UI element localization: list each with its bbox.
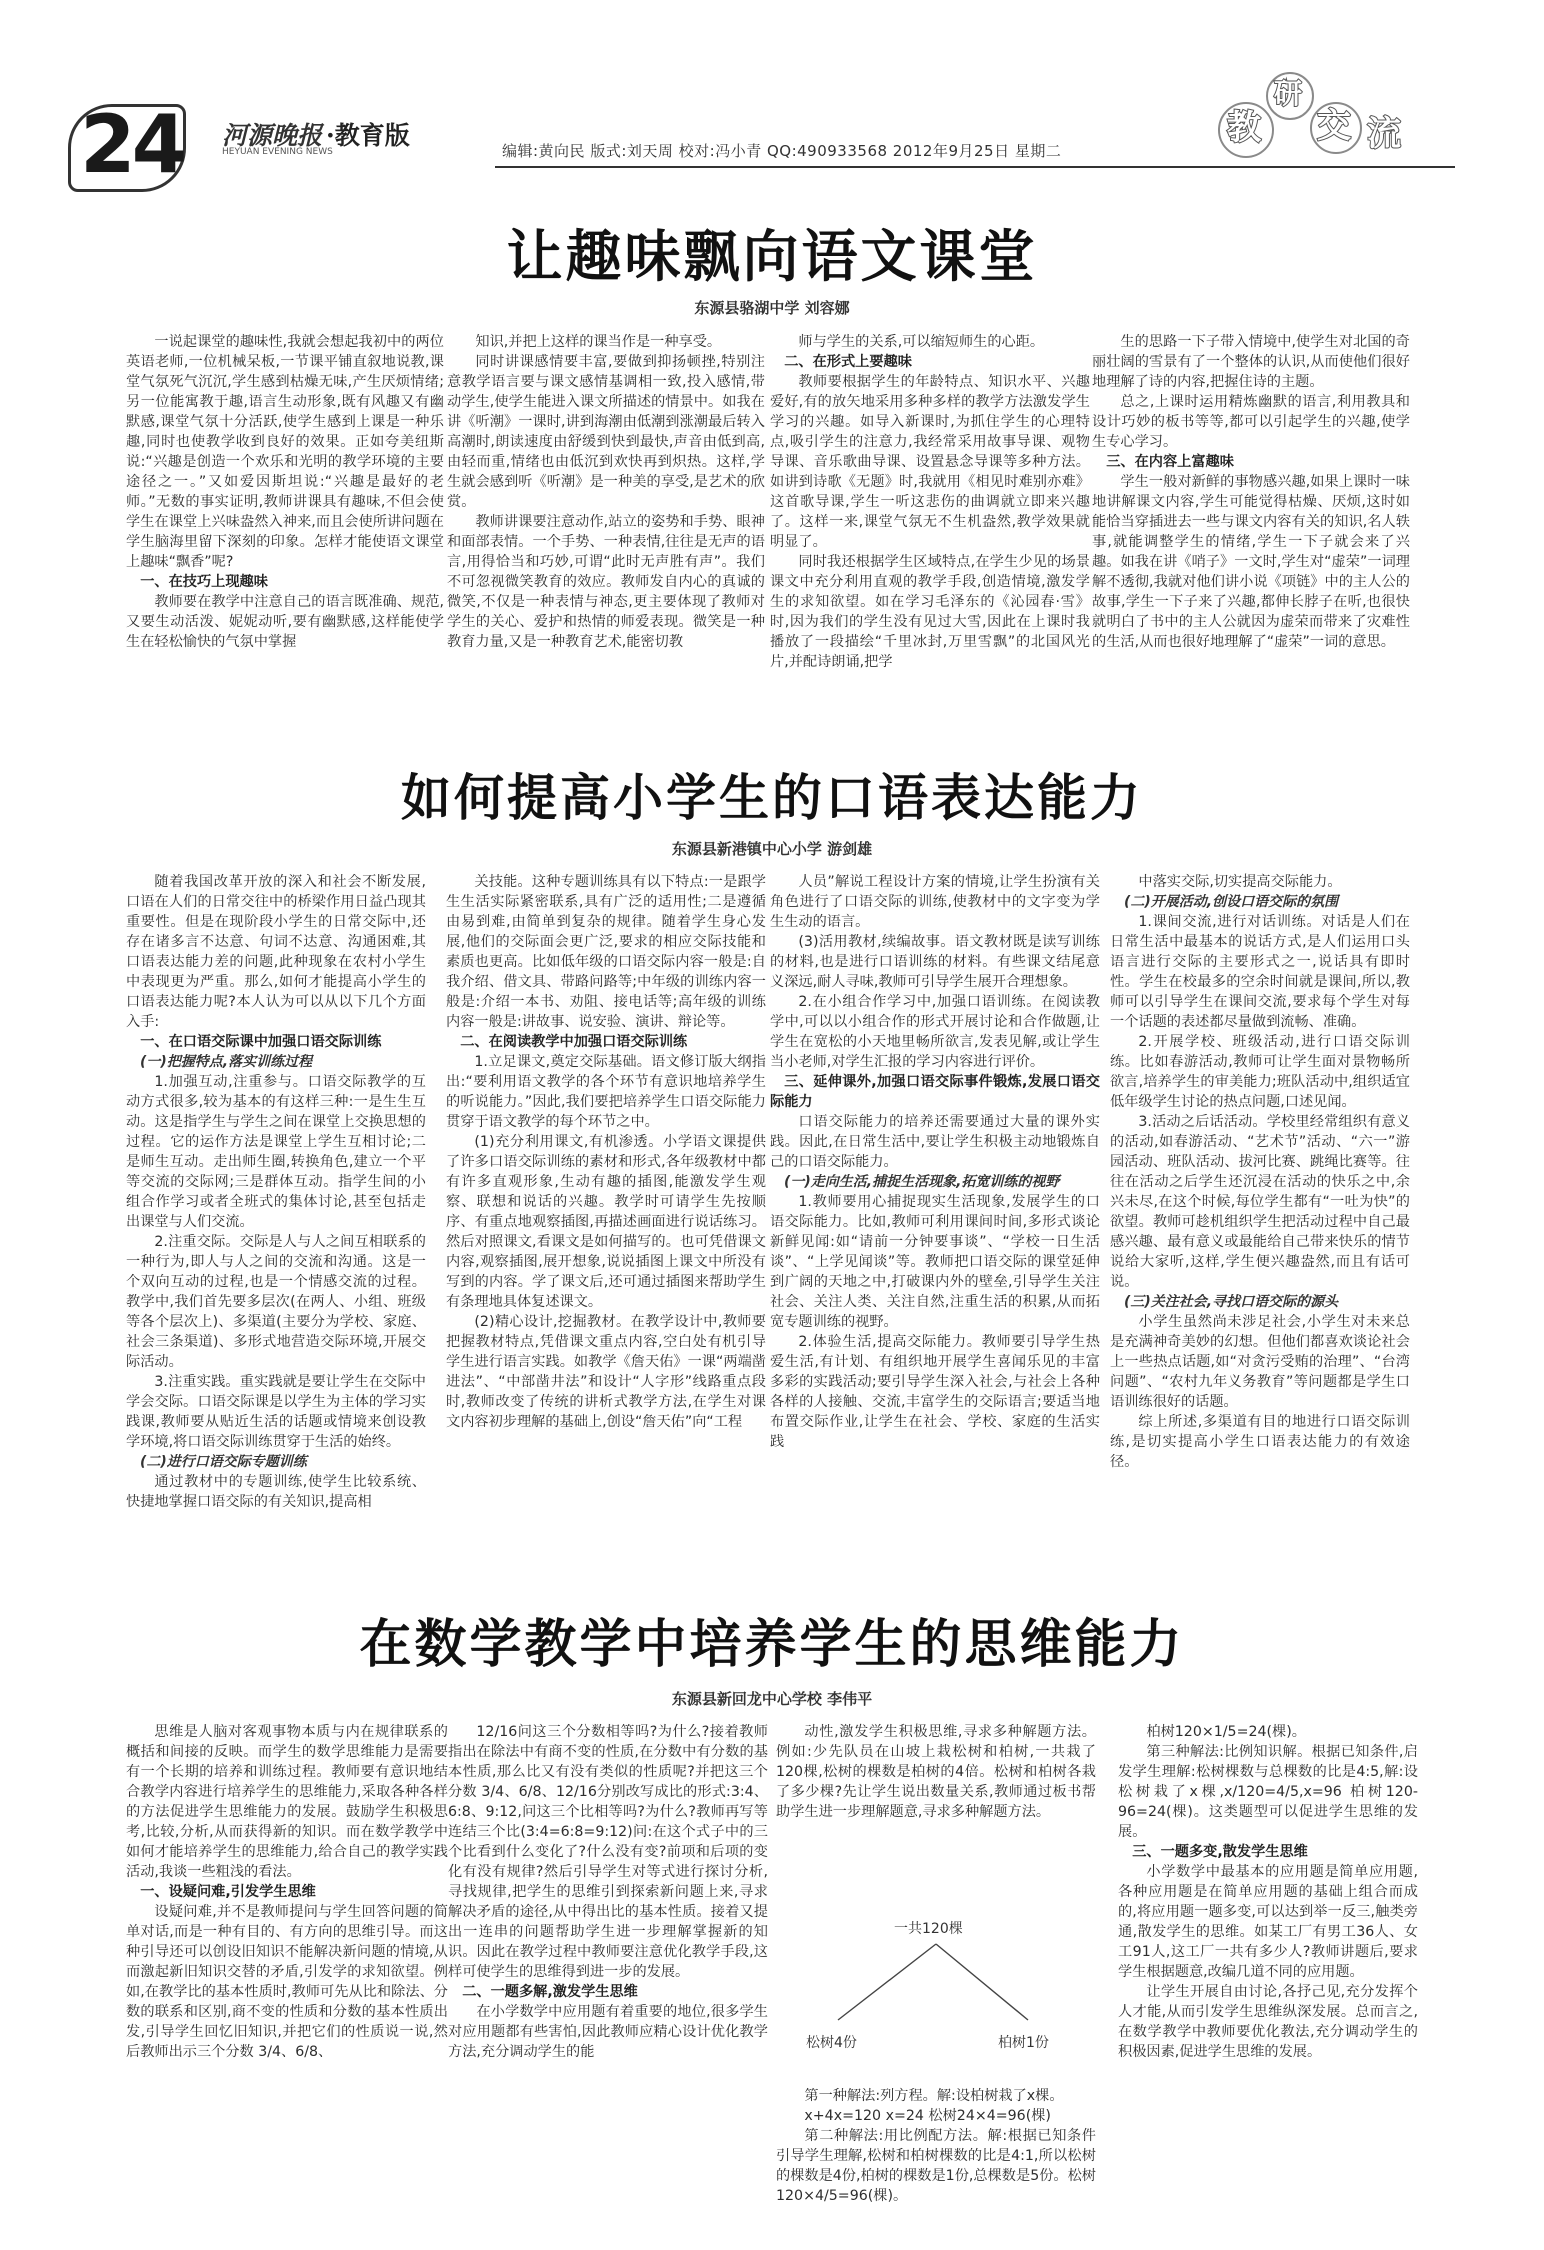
section-heading: 三、在内容上富趣味 [1106, 454, 1234, 470]
subsection-heading: (二)开展活动,创设口语交际的氛围 [1124, 894, 1339, 910]
paragraph: 动性,激发学生积极思维,寻求多种解题方法。例如:少先队员在山坡上栽松树和柏树,一共栽了120棵,松树的棵数是柏树的4倍。松树和柏树各栽了多少棵?先让学生说出数量关系,教师通过板书帮助学生进一步理解题意,寻求多种解题方法。 [776, 1724, 1096, 1820]
paper-name: 河源晚报 [222, 121, 323, 150]
subsection-heading: (三)关注社会,寻找口语交际的源头 [1124, 1294, 1339, 1310]
section-heading: 三、延伸课外,加强口语交际事件锻炼,发展口语交际能力 [770, 1074, 1100, 1110]
article-column [770, 872, 1100, 1578]
article-title: 在数学教学中培养学生的思维能力 [359, 1615, 1185, 1675]
article-column [1092, 332, 1410, 748]
article-title: 让趣味飘向语文课堂 [506, 225, 1038, 290]
header-rule [495, 166, 1455, 168]
paragraph: 2.在小组合作学习中,加强口语训练。在阅读教学中,可以以小组合作的形式开展讨论和合作做题,让学生在宽松的小天地里畅所欲言,发表见解,或让学生当小老师,对学生汇报的学习内容进行评价。 [770, 994, 1100, 1070]
paragraph: 师与学生的关系,可以缩短师生的心距。 [798, 334, 1045, 350]
paragraph: 通过教材中的专题训练,使学生比较系统、快捷地掌握口语交际的有关知识,提高相 [126, 1474, 426, 1510]
column-title-char: 流 [1367, 114, 1401, 154]
article-column [126, 332, 444, 748]
paper-english-name: HEYUAN EVENING NEWS [222, 147, 333, 157]
article-title: 如何提高小学生的口语表达能力 [401, 769, 1143, 827]
paragraph: (3)活用教材,续编故事。语文教材既是读写训练的材料,也是进行口语训练的材料。有些课文结尾意义深远,耐人寻味,教师可引导学生展开合理想象。 [770, 934, 1100, 990]
article-column [776, 2086, 1096, 2226]
paragraph: 教师讲课要注意动作,站立的姿势和手势、眼神和面部表情。一个手势、一种表情,往往是无声的语言,用得恰当和巧妙,可谓“此时无声胜有声”。我们不可忽视微笑教育的效应。教师发自内心的真诚的微笑,不仅是一种表情与神态,更主要体现了教师对学生的关心、爱护和热情的师爱表现。微笑是一种教育力量,又是一种教育艺术,能密切教 [447, 514, 765, 650]
paragraph: 3.注重实践。重实践就是要让学生在交际中学会交际。口语交际课是以学生为主体的学习实践课,教师要从贴近生活的话题或情境来创设教学环境,将口语交际训练贯穿于生活的始终。 [126, 1374, 426, 1450]
paragraph: 口语交际能力的培养还需要通过大量的课外实践。因此,在日常生活中,要让学生积极主动地锻炼自己的口语交际能力。 [770, 1114, 1100, 1170]
diagram-right-label: 柏树1份 [998, 2035, 1049, 2051]
paragraph: 让学生开展自由讨论,各抒己见,充分发挥个人才能,从而引发学生思维纵深发展。总而言之,在数学教学中教师要优化教法,充分调动学生的积极因素,促进学生思维的发展。 [1118, 1984, 1418, 2060]
paragraph: 教师要根据学生的年龄特点、知识水平、兴趣爱好,有的放矢地采用多种多样的教学方法激发学生学习的兴趣。如导入新课时,为抓住学生的心理特点,吸引学生的注意力,我经常采用故事导课、观物导课、音乐歌曲导课、设置悬念导课等多种方法。如讲到诗歌《无题》时,我就用《相见时难别亦难》这首歌导课,学生一听这悲伤的曲调就立即来兴趣了。这样一来,课堂气氛无不生机盎然,教学效果就明显了。 [770, 374, 1090, 550]
section-heading: 一、在口语交际课中加强口语交际训练 [140, 1034, 382, 1050]
section-heading: 二、一题多解,激发学生思维 [462, 1984, 638, 2000]
paragraph: 总之,上课时运用精炼幽默的语言,利用教具和设计巧妙的板书等等,都可以引起学生的兴趣,使学生专心学习。 [1092, 394, 1410, 450]
article-column [1118, 1722, 1418, 2222]
article-column [126, 872, 426, 1578]
paragraph: 关技能。这种专题训练具有以下特点:一是跟学生生活实际紧密联系,具有广泛的适用性;二是遵循由易到难,由简单到复杂的规律。随着学生身心发展,他们的交际面会更广泛,要求的相应交际技能和素质也更高。比如低年级的口语交际内容一般是:自我介绍、借文具、带路问路等;中年级的训练内容一般是:介绍一本书、劝阻、接电话等;高年级的训练内容一般是:讲故事、说安验、演讲、辩论等。 [446, 874, 766, 1030]
column-title-char: 研 [1273, 77, 1302, 110]
article-column [448, 1722, 768, 2222]
section-heading: 三、一题多变,散发学生思维 [1132, 1844, 1308, 1860]
paragraph: 2.开展学校、班级活动,进行口语交际训练。比如春游活动,教师可让学生面对景物畅所欲言,培养学生的审美能力;班队活动中,组织适宜低年级学生讨论的热点问题,口述见闻。 [1110, 1034, 1410, 1110]
paragraph: 知识,并把上这样的课当作是一种享受。 [475, 334, 722, 350]
diagram-branch [838, 1944, 936, 2020]
section-heading: 二、在阅读教学中加强口语交际训练 [460, 1034, 688, 1050]
article-column [126, 1722, 448, 2222]
paragraph: 2.注重交际。交际是人与人之间互相联系的一种行为,即人与人之间的交流和沟通。这是一个双向互动的过程,也是一个情感交流的过程。教学中,我们首先要多层次(在两人、小组、班级等各个层次上)、多渠道(主要分为学校、家庭、社会三条渠道)、多形式地营造交际环境,开展交际活动。 [126, 1234, 426, 1370]
paragraph: 1.立足课文,奠定交际基础。语文修订版大纲指出:“要利用语文教学的各个环节有意识地培养学生的听说能力。”因此,我们要把培养学生口语交际能力贯穿于语文教学的每个环节之中。 [446, 1054, 766, 1130]
subsection-heading: (一)走向生活,捕捉生活现象,拓宽训练的视野 [784, 1174, 1060, 1190]
edition-name: ·教育版 [326, 121, 410, 150]
diagram-total-label: 一共120棵 [894, 1921, 963, 1937]
paragraph: 小学生虽然尚未涉足社会,小学生对未来总是充满神奇美妙的幻想。但他们都喜欢谈论社会上一些热点话题,如“对贪污受贿的治理”、“台湾问题”、“农村九年义务教育”等问题都是学生口语训练很好的话题。 [1110, 1314, 1410, 1410]
paragraph: 小学数学中最基本的应用题是简单应用题,各种应用题是在简单应用题的基础上组合而成的,将应用题一题多变,可以达到举一反三,触类旁通,散发学生的思维。如某工厂有男工36人、女工91人,这工厂一共有多少人?教师讲题后,要求学生根据题意,改编几道不同的应用题。 [1118, 1864, 1418, 1980]
section-heading: 一、设疑问难,引发学生思维 [140, 1884, 316, 1900]
article-byline: 东源县新港镇中心小学 游剑雄 [671, 840, 873, 858]
article-column [770, 332, 1090, 748]
paragraph: 第二种解法:用比例配方法。解:根据已知条件引导学生理解,松树和柏树棵数的比是4:1,所以松树的棵数是4份,柏树的棵数是1份,总棵数是5份。松树120×4/5=96(棵)。 [776, 2128, 1096, 2204]
diagram-left-label: 松树4份 [806, 2035, 857, 2051]
paragraph: 第一种解法:列方程。解:设柏树栽了x棵。 [804, 2088, 1064, 2104]
paragraph: 2.体验生活,提高交际能力。教师要引导学生热爱生活,有计划、有组织地开展学生喜闻乐见的丰富多彩的实践活动;要引导学生深入社会,与社会上各种各样的人接触、交流,丰富学生的交际语言;要适当地布置交际作业,让学生在社会、学校、家庭的生活实践 [770, 1334, 1100, 1450]
paragraph: 教师要在教学中注意自己的语言既准确、规范,又要生动活泼、妮妮动听,要有幽默感,这样能使学生在轻松愉快的气氛中掌握 [126, 594, 444, 650]
paragraph: 设疑问难,并不是教师提问与学生回答问题的简单对话,而是一种有目的、有方向的思维引导。而这种引导还可以创设旧知识不能解决新问题的情境,从而激起新旧知识交替的矛盾,引发学的求知欲望。例如,在教学比的基本性质时,教师可先从比和除法、分数的联系和区别,商不变的性质和分数的基本性质出发,引导学生回忆旧知识,并把它们的性质说一说,然后教师出示三个分数 3/4、6/8、 [126, 1904, 448, 2060]
paragraph: 生的思路一下子带入情境中,使学生对北国的奇丽壮阔的雪景有了一个整体的认识,从而使他们很好地理解了诗的内容,把握住诗的主题。 [1092, 334, 1410, 390]
paragraph: 3.活动之后话活动。学校里经常组织有意义的活动,如春游活动、“艺术节”活动、“六一”游园活动、班队活动、拔河比赛、跳绳比赛等。往往在活动之后学生还沉浸在活动的快乐之中,余兴未尽,在这个时候,每位学生都有“一吐为快”的欲望。教师可趁机组织学生把活动过程中自己最感兴趣、最有意义或最能给自己带来快乐的情节说给大家听,这样,学生便兴趣盎然,而且有话可说。 [1110, 1114, 1410, 1290]
paragraph: 随着我国改革开放的深入和社会不断发展,口语在人们的日常交往中的桥梁作用日益凸现其重要性。但是在现阶段小学生的日常交际中,还存在诸多言不达意、句词不达意、沟通困难,其口语表达能力差的问题,此种现象在农村小学生中表现更为严重。那么,如何才能提高小学生的口语表达能力呢?本人认为可以从以下几个方面入手: [126, 874, 426, 1030]
header-meta: 编辑:黄向民 版式:刘天周 校对:冯小青 QQ:490933568 2012年9月25日 星期二 [502, 142, 1062, 160]
paragraph: 同时讲课感情要丰富,要做到抑扬顿挫,特别注意教学语言要与课文感情基调相一致,投入感情,带动学生,使学生能进入课文所描述的情景中。如我在讲《听潮》一课时,讲到海潮由低潮到涨潮最后转入高潮时,朗读速度由舒缓到快到最快,声音由低到高,由轻而重,情绪也由低沉到欢快再到炽热。这样,学生就会感到听《听潮》是一种美的享受,是艺术的欣赏。 [447, 354, 765, 510]
paragraph: 思维是人脑对客观事物本质与内在规律联系的概括和间接的反映。而学生的数学思维能力是需要有一个长期的培养和训练过程。教师要有意识地结合教学内容进行培养学生的思维能力,采取各种各样的方法促进学生思维能力的发展。鼓励学生积极思考,比较,分析,从而获得新的知识。而在数学教学中如何才能培养学生的思维能力,给合自己的教学实践活动,我谈一些粗浅的看法。 [126, 1724, 448, 1880]
paragraph: 1.教师要用心捕捉现实生活现象,发展学生的口语交际能力。比如,教师可利用课间时间,多形式谈论新鲜见闻:如“请前一分钟要事谈”、“学校一日生活谈”、“上学见闻谈”等。教师把口语交际的课堂延伸到广阔的天地之中,打破课内外的壁垒,引导学生关注社会、关注人类、关注自然,注重生活的积累,从而拓宽专题训练的视野。 [770, 1194, 1100, 1330]
column-title-char: 交 [1317, 106, 1351, 146]
paragraph: x+4x=120 x=24 松树24×4=96(棵) [804, 2108, 1051, 2124]
paragraph: 综上所述,多渠道有目的地进行口语交际训练,是切实提高小学生口语表达能力的有效途径。 [1110, 1414, 1410, 1470]
paragraph: 第三种解法:比例知识解。根据已知条件,启发学生理解:松树棵数与总棵数的比是4:5,解:设松树栽了x棵,x/120=4/5,x=96 柏树120-96=24(棵)。这类题型可以促进学生思维的发展。 [1118, 1744, 1418, 1840]
article-column [776, 1722, 1096, 1912]
paragraph: 1.课间交流,进行对话训练。对话是人们在日常生活中最基本的说话方式,是人们运用口头语言进行交际的主要形式之一,说话具有即时性。学生在校最多的空余时间就是课间,所以,教师可以引导学生在课间交流,要求每个学生对每一个话题的表述都尽量做到流畅、准确。 [1110, 914, 1410, 1030]
section-heading: 二、在形式上要趣味 [784, 354, 912, 370]
paragraph: (1)充分利用课文,有机渗透。小学语文课提供了许多口语交际训练的素材和形式,各年级教材中都有许多直观形象,生动有趣的插图,能激发学生观察、联想和说话的兴趣。教学时可请学生先按顺序、有重点地观察插图,再描述画面进行说话练习。然后对照课文,看课文是如何描写的。也可凭借课文内容,观察插图,展开想象,说说插图上课文中所没有写到的内容。学了课文后,还可通过插图来帮助学生有条理地具体复述课文。 [446, 1134, 766, 1310]
paragraph: 人员”解说工程设计方案的情境,让学生扮演有关角色进行了口语交际的训练,使教材中的文字变为学生生动的语言。 [770, 874, 1100, 930]
diagram-branch [936, 1944, 1028, 2020]
paragraph: 12/16问这三个分数相等吗?为什么?接着教师指出在除法中有商不变的性质,在分数中有分数的基本性质,那么比又有没有类似的性质呢?并把这三个分数 3/4、6/8、12/16分别改写成比的形式:3:4、6:8、9:12,问这三个比相等吗?为什么?教师再写等连结三个比(3:4=6:8=9:12)问:在这个式子中的三个比看到什么变化了?什么没有变?前项和后项的变化有没有规律?然后引导学生对等式进行探讨分析,寻找规律,把学生的思维引到探索新问题上来,寻求解决矛盾的途径,从中得出比的基本性质。接着又提出一连串的问题帮助学生进一步理解掌握新的知识。因此在教学过程中教师要注意优化教学手段,这样可使学生的思维得到进一步的发展。 [448, 1724, 768, 1980]
paragraph: (2)精心设计,挖掘教材。在教学设计中,教师要把握教材特点,凭借课文重点内容,空白处有机引导学生进行语言实践。如教学《詹天佑》一课“两端凿进法”、“中部凿井法”和设计“人字形”线路重点段时,教师改变了传统的讲析式教学方法,在学生对课文内容初步理解的基础上,创设“詹天佑”向“工程 [446, 1314, 766, 1430]
page-number: 24 [80, 98, 184, 191]
tree-diagram [776, 1912, 1096, 2082]
paragraph: 同时我还根据学生区域特点,在学生少见的场景课文中充分利用直观的教学手段,创造情境,激发学生的求知欲望。如在学习毛泽东的《沁园春·雪》时,因为我们的学生没有见过大雪,因此在上课时我播放了一段描绘“千里冰封,万里雪飘”的北国风光片,并配诗朗诵,把学 [770, 554, 1090, 670]
article-byline: 东源县骆湖中学 刘容娜 [694, 299, 850, 317]
paragraph: 在小学数学中应用题有着重要的地位,很多学生对应用题都有些害怕,因此教师应精心设计优化教学方法,充分调动学生的能 [448, 2004, 768, 2060]
paragraph: 1.加强互动,注重参与。口语交际教学的互动方式很多,较为基本的有这样三种:一是生生互动。这是指学生与学生之间在课堂上交换思想的过程。它的运作方法是课堂上学生互相讨论;二是师生互动。走出师生圈,转换角色,建立一个平等交流的交际网;三是群体互动。指学生间的小组合作学习或者全班式的集体讨论,甚至包括走出课堂与人们交流。 [126, 1074, 426, 1230]
article-column [1110, 872, 1410, 1578]
paragraph: 一说起课堂的趣味性,我就会想起我初中的两位英语老师,一位机械呆板,一节课平铺直叙地说教,课堂气氛死气沉沉,学生感到枯燥无味,产生厌烦情绪;另一位能寓教于趣,语言生动形象,既有风趣又有幽默感,课堂气氛十分活跃,使学生感到上课是一种乐趣,同时也使教学收到良好的效果。正如夸美纽斯说:“兴趣是创造一个欢乐和光明的教学环境的主要途径之一。”又如爱因斯坦说:“兴趣是最好的老师。”无数的事实证明,教师讲课具有趣味,不但会使学生在课堂上兴味盎然入神来,而且会使所讲问题在学生脑海里留下深刻的印象。怎样才能使语文课堂上趣味“飘香”呢? [126, 334, 444, 570]
article-column [446, 872, 766, 1578]
section-heading: 一、在技巧上现趣味 [140, 574, 268, 590]
column-title-char: 教 [1227, 108, 1261, 148]
article-byline: 东源县新回龙中心学校 李伟平 [671, 1690, 873, 1708]
paragraph: 柏树120×1/5=24(棵)。 [1146, 1724, 1306, 1740]
paragraph: 中落实交际,切实提高交际能力。 [1138, 874, 1342, 890]
subsection-heading: (一)把握特点,落实训练过程 [140, 1054, 313, 1070]
subsection-heading: (二)进行口语交际专题训练 [140, 1454, 307, 1470]
article-column [447, 332, 765, 748]
paragraph: 学生一般对新鲜的事物感兴趣,如果上课时一味地讲解课文内容,学生可能觉得枯燥、厌烦,这时如能恰当穿插进去一些与课文内容有关的知识,名人轶事,就能调整学生的情绪,学生一下子就会来了兴趣。如我在讲《哨子》一文时,学生对“虚荣”一词理解不透彻,我就对他们讲小说《项链》中的主人公的故事,学生一下子来了兴趣,都伸长脖子在听,也很快就明白了书中的主人公就因为虚荣而带来了灾难性的生活,从而也很好地理解了“虚荣”一词的意思。 [1092, 474, 1410, 650]
